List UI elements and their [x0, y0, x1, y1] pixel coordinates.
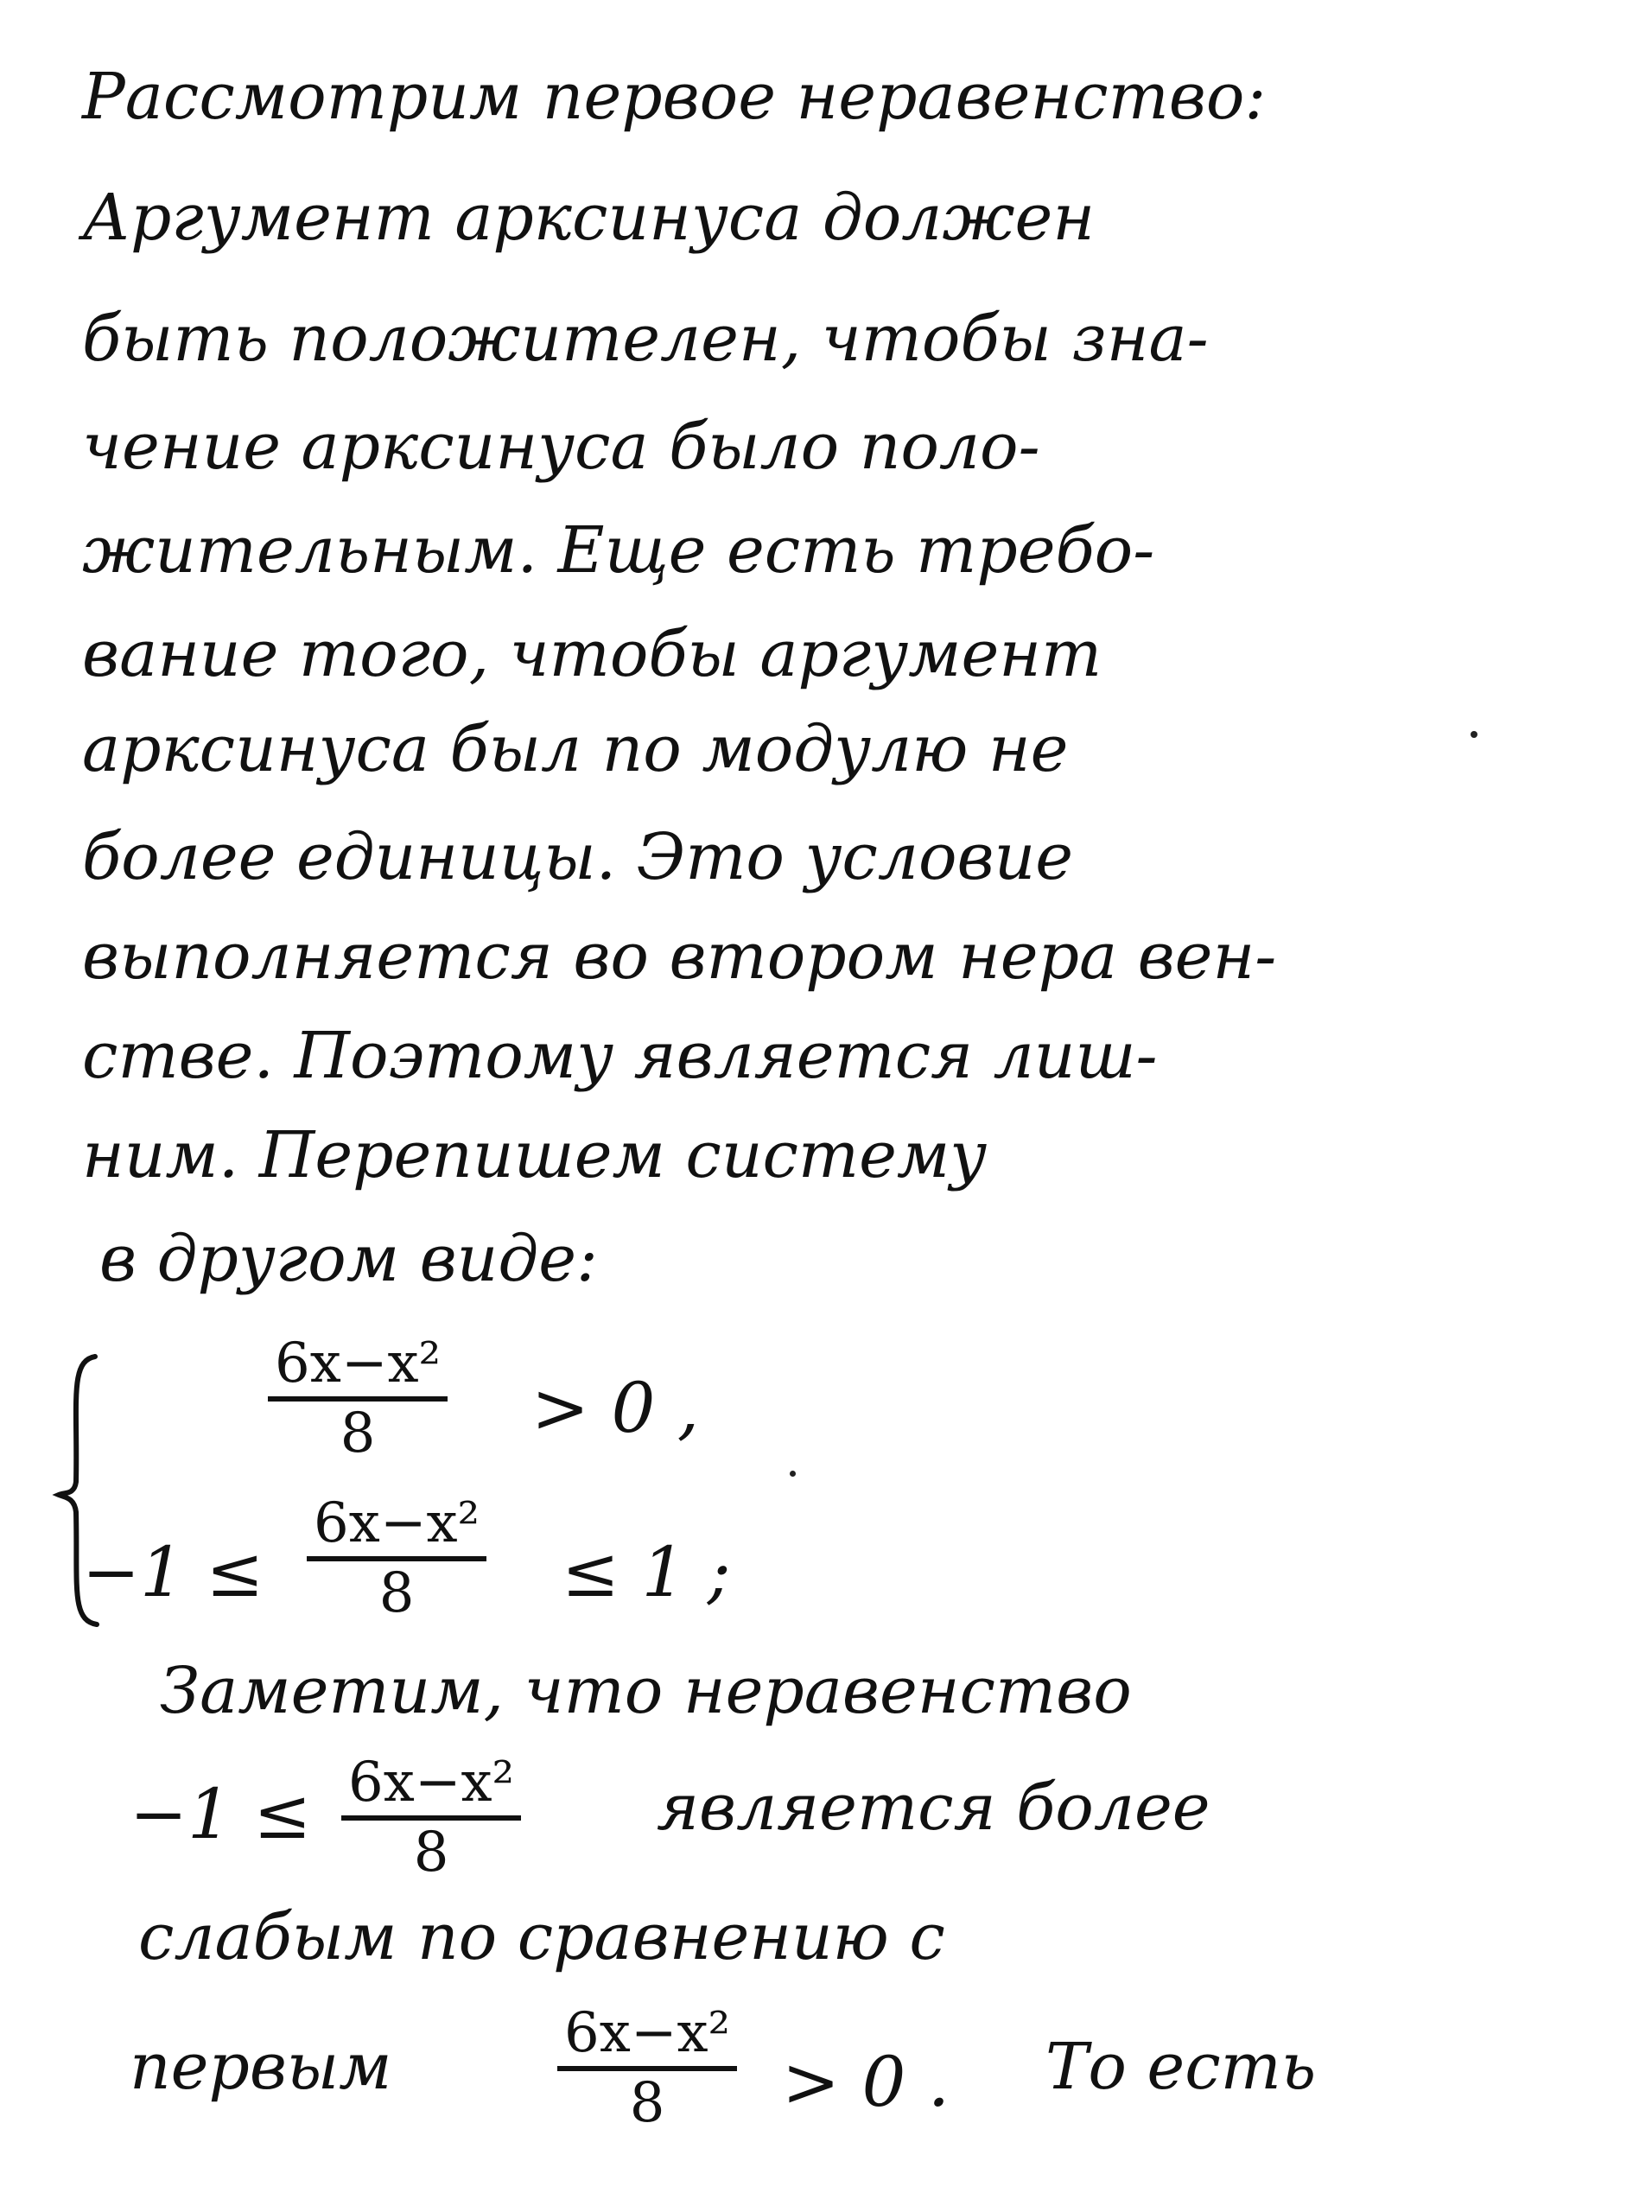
- system-row2-left: −1 ≤: [82, 1532, 264, 1612]
- text-line-11: ним. Перепишем систему: [82, 1118, 988, 1192]
- system-row1-relation: > 0 ,: [531, 1368, 700, 1448]
- text-line-6: вание того, чтобы аргумент: [82, 617, 1102, 691]
- fraction-denominator: 8: [378, 1561, 415, 1626]
- text-line-12: в другом виде:: [99, 1222, 598, 1296]
- text-line-10: стве. Поэтому является лиш-: [82, 1019, 1158, 1093]
- fraction-numerator: 6x−x²: [348, 1751, 515, 1815]
- fraction-numerator: 6x−x²: [275, 1332, 442, 1395]
- text-line-13: Заметим, что неравенство: [160, 1654, 1132, 1728]
- text-line-7: арксинуса был по модулю не: [82, 712, 1069, 786]
- stray-dot: [790, 1471, 796, 1477]
- text-line-3: быть положителен, чтобы зна-: [82, 302, 1209, 376]
- system-row1-fraction: [268, 1332, 448, 1466]
- text-line-8: более единицы. Это условие: [82, 820, 1074, 894]
- fraction-denominator: 8: [413, 1821, 449, 1885]
- text-line-4: чение арксинуса было поло-: [82, 410, 1040, 484]
- stray-dot: [1471, 731, 1477, 738]
- text-line-5: жительным. Еще есть требо-: [82, 513, 1155, 588]
- line16-tail: То есть: [1045, 2030, 1317, 2104]
- fraction-denominator: 8: [629, 2071, 665, 2136]
- system-row2-fraction: [307, 1491, 486, 1626]
- line14-left: −1 ≤: [130, 1774, 312, 1854]
- line14-text: является более: [657, 1770, 1210, 1845]
- text-line-2: Аргумент арксинуса должен: [82, 181, 1096, 255]
- text-line-9: выполняется во втором нера вен-: [82, 919, 1277, 994]
- system-row2-relation: ≤ 1 ;: [562, 1532, 731, 1612]
- line16-fraction: [557, 2001, 737, 2136]
- fraction-numerator: 6x−x²: [564, 2001, 731, 2065]
- line16-relation: > 0 .: [782, 2042, 950, 2122]
- line16-text: первым: [130, 2030, 392, 2104]
- fraction-denominator: 8: [340, 1402, 376, 1466]
- text-line-15: слабым по сравнению с: [138, 1900, 945, 1974]
- fraction-numerator: 6x−x²: [314, 1491, 480, 1555]
- line14-fraction: [341, 1751, 521, 1885]
- text-line-1: Рассмотрим первое неравенство:: [82, 60, 1267, 134]
